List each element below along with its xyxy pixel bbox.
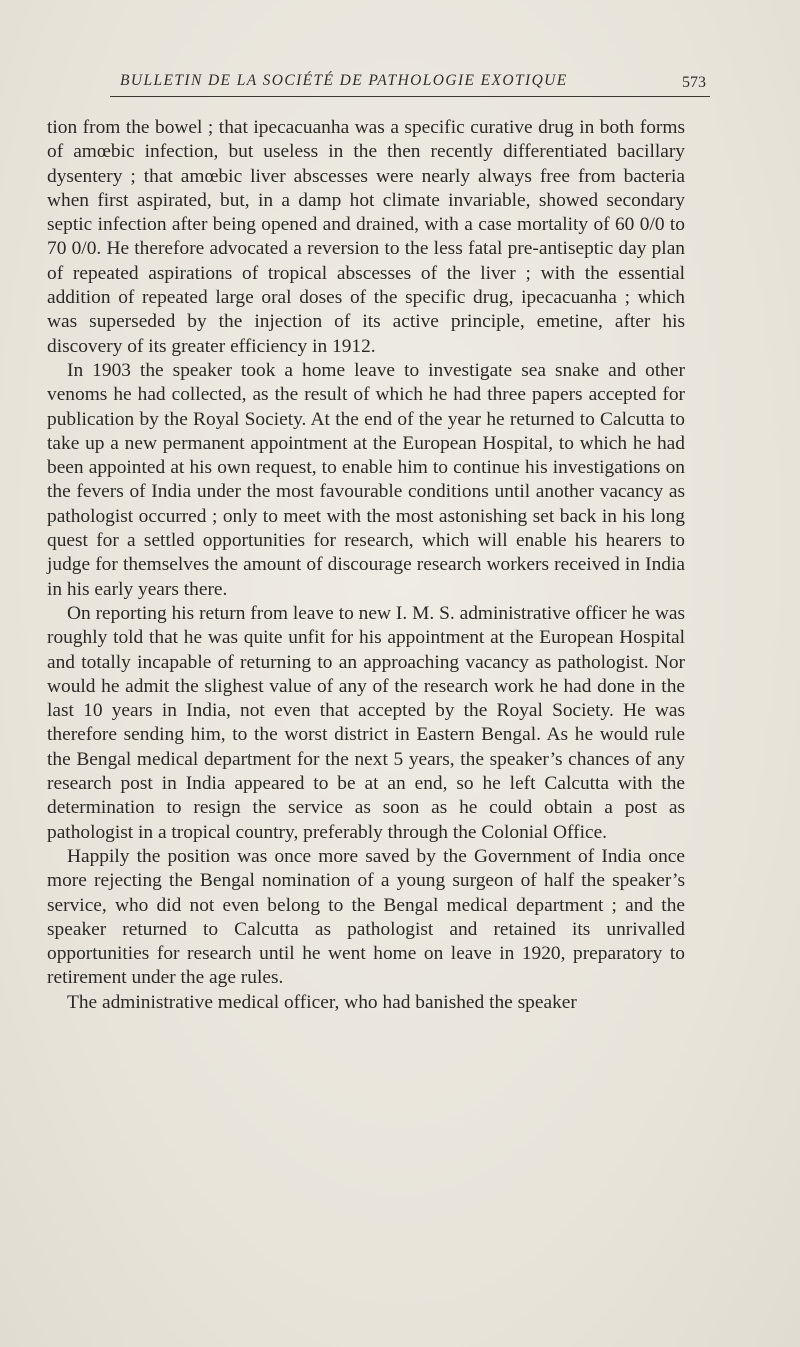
body-text bbox=[47, 116, 685, 1015]
paragraph-continuation: tion from the bowel ; that ipecacuanha was a specific curative drug in both forms of amœbic infection, but useless in the then recently differentiated bacillary dysentery ; that amœbic liver abscesses were nearly always free from bacteria when first aspirated, but, in a damp hot climate invariable, showed secondary septic infection after being opened and drained, with a case mortality of 60 0/0 to 70 0/0. He therefore advocated a reversion to the less fatal pre-antiseptic day plan of repeated aspirations of tropical abscesses of the liver ; with the essential addition of repeated large oral doses of the specific drug, ipecacuanha ; which was superseded by the injection of its active principle, emetine, after his discovery of its greater efficiency in 1912. bbox=[47, 117, 685, 357]
paragraph-administrative-officer: The administrative medical officer, who had banished the speaker bbox=[67, 991, 577, 1013]
page-number: 573 bbox=[682, 74, 706, 91]
paragraph-return-from-leave: On reporting his return from leave to new I. M. S. administrative officer he was roughly told that he was quite unfit for his appointment at the European Hospital and totally incapable of returning to an approaching vacancy as pathologist. Nor would he admit the slighest value of any of the research work he had done in the last 10 years in India, not even that accepted by the Royal Society. He was therefore sending him, to the worst district in Eastern Bengal. As he would rule the Bengal medical department for the next 5 years, the speaker’s chances of any research post in India appeared to be at an end, so he left Calcutta with the determination to resign the service as soon as he could obtain a post as pathologist in a tropical country, preferably through the Colonial Office. bbox=[47, 602, 685, 843]
paragraph-position-saved: Happily the position was once more saved by the Government of India once more rejecting the Bengal nomination of a young surgeon of half the speaker’s service, who did not even belong to the Bengal medical department ; and the speaker returned to Calcutta as pathologist and retained its unrivalled opportunities for research until he went home on leave in 1920, preparatory to retirement under the age rules. bbox=[47, 845, 685, 989]
paragraph-1903-leave: In 1903 the speaker took a home leave to investigate sea snake and other venoms he had collected, as the result of which he had three papers accepted for publication by the Royal Society. At the end of the year he returned to Calcutta to take up a new permanent appointment at the European Hospital, to which he had been appointed at his own request, to enable him to continue his investigations on the fevers of India under the most favourable conditions until another vacancy as pathologist occurred ; only to meet with the most astonishing set back in his long quest for a settled opportunities for research, which will enable his hearers to judge for themselves the amount of discourage research workers received in India in his early years there. bbox=[47, 359, 685, 600]
running-title: BULLETIN DE LA SOCIÉTÉ DE PATHOLOGIE EXOTIQUE bbox=[120, 72, 568, 89]
page-header bbox=[110, 70, 710, 97]
